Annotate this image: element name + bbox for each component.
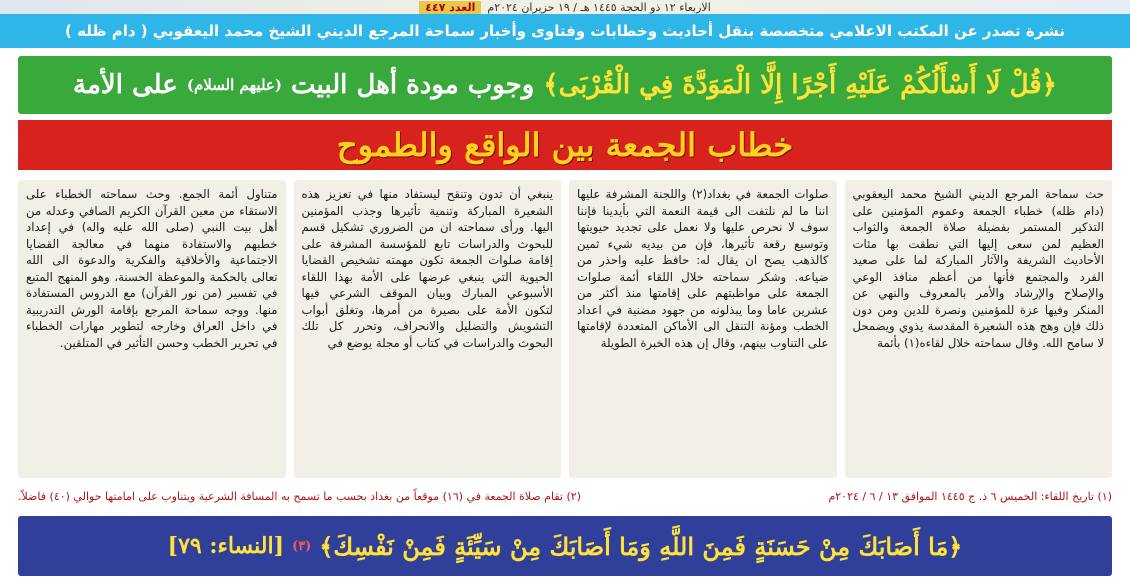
footnote-1: (١) تاريخ اللقاء: الخميس ٦ ذ. ج ١٤٤٥ الموافق ١٣ / ٦ / ٢٠٢٤م	[828, 489, 1112, 503]
article-column-2	[569, 180, 837, 478]
footnotes	[18, 486, 1112, 506]
column-1-text: حث سماحة المرجع الديني الشيخ محمد اليعقوبي (دام ظله) خطباء الجمعة وعموم المؤمنين على التذكير المستمر بفضيلة صلاة الجمعة والثواب العظيم لمن سعى إليها التي نطقت بها مئات الأحاديث الشريفة والآثار المباركة لما على صعيد الفرد والمجتمع فأنها من أعظم منافذ الوعي والإصلاح والإرشاد والأمر بالمعروف والنهي عن المنكر وفيها عزة للمؤمنين ونصرة للدين ومن دون ذلك فإن وهج هذه الشعيرة المقدسة يذوي ويضمحل لا سامح الله. وقال سماحته خلال لقاءه(١) بأئمة	[852, 187, 1104, 350]
article-column-1	[845, 180, 1113, 478]
headline-verse: ﴿قُلْ لَا أَسْأَلُكُمْ عَلَيْهِ أَجْرًا إِلَّا الْمَوَدَّةَ فِي الْقُرْبَى﴾	[543, 70, 1057, 100]
main-title: خطاب الجمعة بين الواقع والطموح	[18, 120, 1112, 170]
closing-verse-reference: [النساء: ٧٩]	[167, 533, 285, 559]
column-3-text: ينبغي أن تدون وتنقح ليستفاد منها في تعزيز هذه الشعيرة المباركة وتنمية تأثيرها وجذب المؤمنين اليها. ورأى سماحته ان من الضروري تشكيل قسم للبحوث والدراسات تابع للمؤسسة المشرفة على إقامة صلوات الجمعة تكون مهمته تشخيص القضايا الحيوية التي ينبغي عرضها على الأمة بهذا اللقاء الأسبوعي المبارك وبيان الموقف الشرعي فيها لتكون الأمة على بصيرة من أمرها، وتغلق أبواب التشويش والتضليل والانحراف، وتحرر كل تلك البحوث والدراسات في كتاب أو مجلة يوضع في	[301, 187, 553, 350]
headline-text-a: وجوب مودة أهل البيت	[291, 70, 535, 100]
issue-date: الاربعاء ١٢ ذو الحجة ١٤٤٥ هـ / ١٩ حزيران ٢٠٢٤م	[487, 0, 711, 14]
publication-subtitle: نشرة تصدر عن المكتب الاعلامي متخصصة بنقل أحاديث وخطابات وفتاوى وأخبار سماحة المرجع الديني الشيخ محمد اليعقوبي ( دام ظله )	[0, 14, 1130, 48]
issue-number: العدد ٤٤٧	[419, 1, 481, 14]
closing-verse-bar	[18, 516, 1112, 576]
footnote-2: (٢) تقام صلاة الجمعة في (١٦) موقعاً من بغداد بحسب ما تسمح به المسافة الشرعية ويتناوب على امامتها حوالي (٤٠) فاضلاً.	[18, 489, 581, 503]
column-4-text: متناول أئمة الجمع. وحث سماحته الخطباء على الاستقاء من معين القرآن الكريم الصافي وعدله من أهل بيت النبي (صلى الله عليه واله) في إعداد خطبهم والاستفادة منهما في معالجة القضايا الاجتماعية والأخلاقية والفكرية والدعوة الى الله تعالى بالحكمة والموعظة الحسنة، وهو المنهج المتبع في تفسير (من نور القرآن) مع الدروس المستفادة منها. ووجه سماحة المرجع بإقامة الورش التدريبية في داخل العراق وخارجه لتطوير مهارات الخطباء في تحرير الخطب وحسن التأثير في المتلقين.	[26, 187, 278, 350]
article-column-4	[18, 180, 286, 478]
article-column-3	[294, 180, 562, 478]
headline-text-b: على الأمة	[73, 70, 178, 100]
honorific-mark: (عليهم السلام)	[186, 76, 282, 94]
article-columns	[18, 180, 1112, 478]
closing-verse-text: ﴿مَا أَصَابَكَ مِنْ حَسَنَةٍ فَمِنَ اللَّهِ وَمَا أَصَابَكَ مِنْ سَيِّئَةٍ فَمِنْ نَفْسِكَ﴾	[319, 531, 963, 561]
masthead	[0, 0, 1130, 14]
headline-banner	[18, 56, 1112, 114]
closing-verse-footnote-mark: (٣)	[292, 538, 312, 554]
column-2-text: صلوات الجمعة في بغداد(٢) واللجنة المشرفة عليها اننا ما لم نلتفت الى قيمة النعمة التي بأيدينا فإننا سوف لا نحرص عليها ولا نعمل على تجديد حيويتها وتوسيع رقعة تأثيرها، فإن من بيديه شيء ثمين كالذهب يصح ان يقال له: حافظ عليه واحذر من ضياعه. وشكر سماحته خلال اللقاء أئمة صلوات الجمعة على مواظبتهم على إقامتها منذ أكثر من عشرين عاما وما يبذلونه من جهود مضنية في اعداد الخطب ومؤنة التنقل الى الأماكن المتعددة لإقامتها على التناوب بينهم، وقال إن هذه الخبرة الطويلة	[577, 187, 829, 350]
